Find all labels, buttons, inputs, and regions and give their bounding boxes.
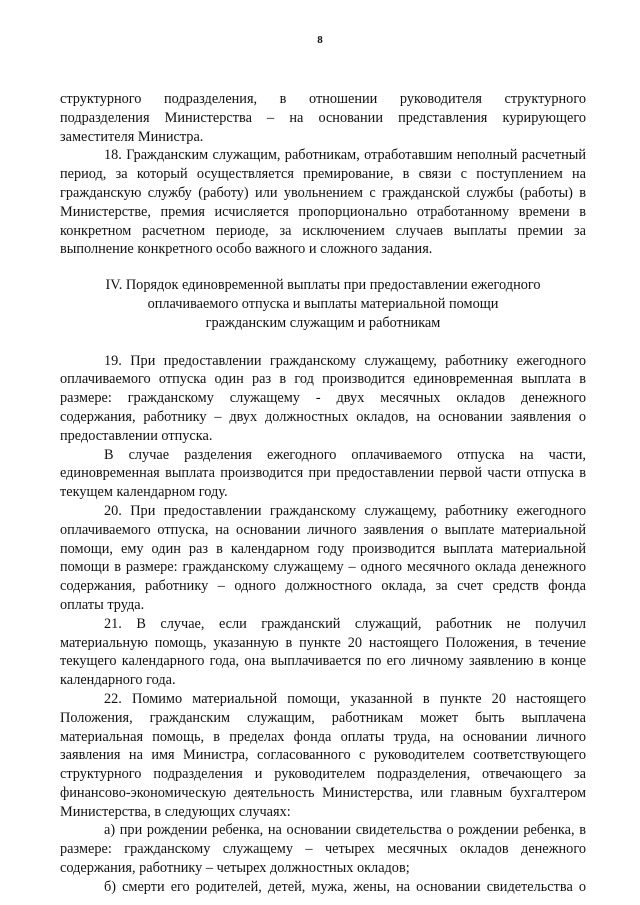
text-line: 19. При предоставлении гражданскому служащему, работнику ежегодного <box>104 352 586 369</box>
text-line: текущего календарного года, она выплачивается по его личному заявлению в конце <box>60 653 586 670</box>
text-line: б) смерти его родителей, детей, мужа, жены, на основании свидетельства о <box>104 878 586 895</box>
text-line: структурного подразделения, в отношении руководителя структурного <box>60 91 586 107</box>
text-line: заместителя Министра. <box>60 128 204 145</box>
paragraph-22 <box>60 690 586 822</box>
text-line: календарного года. <box>60 672 176 689</box>
text-line: Министерстве, премия исчисляется пропорционально отработанному времени в <box>60 203 586 220</box>
paragraph-22a <box>60 821 586 877</box>
paragraph-17-continuation <box>60 90 586 146</box>
text-line: помощи в размере: гражданскому служащему – одного месячного оклада денежного <box>60 559 586 576</box>
paragraph-18 <box>60 146 586 259</box>
text-line: помощи, ему один раз в календарном году производится выплата материальной <box>60 540 586 557</box>
text-line: конкретном расчетном периоде, за исключением случаев выплаты премии за <box>60 222 586 239</box>
page-number: 8 <box>317 34 323 46</box>
text-line: оплаты труда. <box>60 596 145 613</box>
section-heading <box>60 276 586 332</box>
text-line: содержания, работнику – двух должностных окладов, на основании заявления о <box>60 408 586 425</box>
text-line: единовременная выплата производится при предоставлении первой части отпуска в <box>60 465 586 482</box>
heading-line: IV. Порядок единовременной выплаты при предоставлении ежегодного <box>105 277 541 294</box>
paragraph-20 <box>60 502 586 615</box>
text-line: размере: гражданскому служащему – четырех месячных окладов денежного <box>60 841 586 858</box>
paragraph-22b <box>60 878 586 897</box>
text-line: содержания, работнику – четырех должностных окладов; <box>60 860 410 877</box>
text-line: 21. В случае, если гражданский служащий, работник не получил <box>104 615 586 632</box>
text-line: В случае разделения ежегодного оплачиваемого отпуска на части, <box>104 446 586 463</box>
paragraph-19 <box>60 352 586 446</box>
paragraph-21 <box>60 615 586 690</box>
text-line: а) при рождении ребенка, на основании свидетельства о рождении ребенка, в <box>104 822 586 839</box>
text-line: материальную помощь, указанную в пункте 20 настоящего Положения, в течение <box>60 634 586 651</box>
text-line: структурного подразделения и руководителем подразделения, отвечающего за <box>60 766 586 783</box>
text-line: 22. Помимо материальной помощи, указанной в пункте 20 настоящего <box>104 690 586 707</box>
text-line: Положения, гражданским служащим, работникам может быть выплачена <box>60 709 586 726</box>
document-body <box>60 90 586 897</box>
text-line: материальная помощь, в пределах фонда оплаты труда, на основании личного <box>60 728 586 745</box>
heading-line: гражданским служащим и работникам <box>205 314 441 331</box>
text-line: оплачиваемого отпуска, на основании личного заявления о выплате материальной <box>60 521 586 538</box>
text-line: финансово-экономическую деятельность Министерства, или главным бухгалтером <box>60 784 586 801</box>
text-line: Министерства, в следующих случаях: <box>60 803 291 820</box>
text-line: текущем календарном году. <box>60 484 228 501</box>
text-line: размере: гражданскому служащему - двух месячных окладов денежного <box>60 390 586 407</box>
text-line: оплачиваемого отпуска один раз в год производится единовременная выплата в <box>60 371 586 388</box>
heading-line: оплачиваемого отпуска и выплаты материальной помощи <box>147 295 499 312</box>
text-line: 20. При предоставлении гражданскому служащему, работнику ежегодного <box>104 502 586 519</box>
text-line: выполнение конкретного особо важного и сложного задания. <box>60 241 433 258</box>
paragraph-19-part-2 <box>60 446 586 502</box>
text-line: предоставлении отпуска. <box>60 427 213 444</box>
text-line: подразделения Министерства – на основании представления курирующего <box>60 109 586 126</box>
text-line: гражданскую службу (работу) или увольнением с гражданской службы (работы) в <box>60 184 586 201</box>
text-line: 18. Гражданским служащим, работникам, отработавшим неполный расчетный <box>104 147 586 164</box>
text-line: заявления на имя Министра, согласованного с руководителем соответствующего <box>60 747 586 764</box>
text-line: содержания, работнику – одного должностного оклада, за счет средств фонда <box>60 578 586 595</box>
text-line: период, за который осуществляется премирование, в связи с поступлением на <box>60 166 586 183</box>
